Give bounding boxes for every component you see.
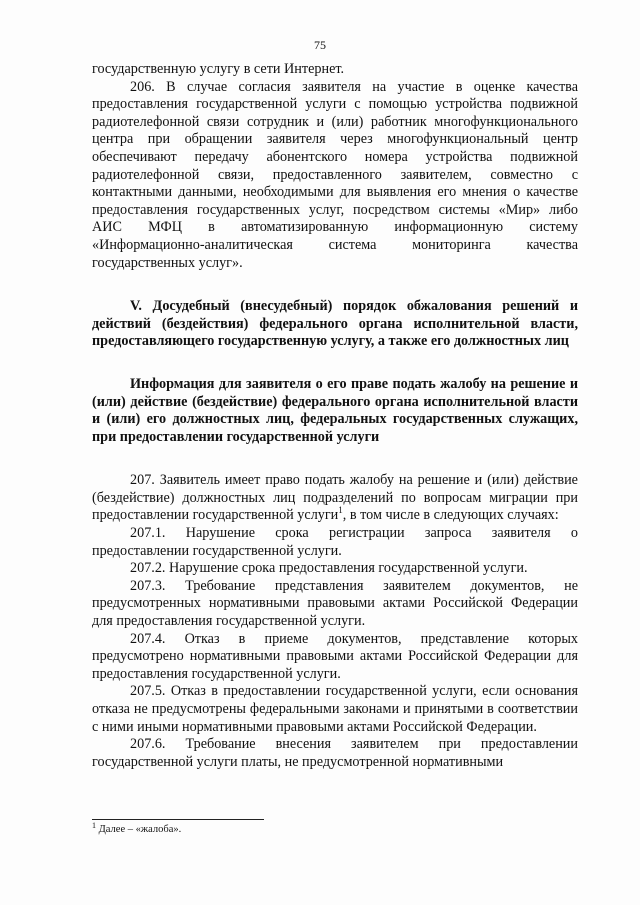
paragraph-continuation: государственную услугу в сети Интернет. bbox=[92, 61, 345, 77]
paragraph-207-text-end: , в том числе в следующих случаях: bbox=[342, 507, 559, 524]
footnote-divider bbox=[92, 819, 264, 820]
paragraph-207-text: 207. Заявитель имеет право подать жалобу на решение и (или) действие (бездействие) должностных лиц подразделений по вопросам миграции при предоставлении государственной услуги bbox=[92, 472, 578, 524]
page-number: 75 bbox=[314, 38, 326, 52]
paragraph-207-6: 207.6. Требование внесения заявителем при предоставлении государственной услуги платы, не предусмотренной нормативными bbox=[92, 736, 578, 770]
body-text bbox=[92, 61, 578, 771]
paragraph-207-3: 207.3. Требование представления заявителем документов, не предусмотренных нормативными правовыми актами Российской Федерации для предоставления государственной услуги. bbox=[92, 577, 578, 630]
paragraph-207 bbox=[92, 472, 578, 525]
footnote-reference: 1 bbox=[338, 505, 343, 516]
info-heading: Информация для заявителя о его праве подать жалобу на решение и (или) действие (бездействие) федерального органа исполнительной власти и (или) его должностных лиц, федеральных государственных служащих, при предоставлении государственной услуги bbox=[92, 375, 578, 445]
paragraph-207-5: 207.5. Отказ в предоставлении государственной услуги, если основания отказа не предусмотрены федеральными законами и принятыми в соответствии с ними иными нормативными правовыми актами Российской Федерации. bbox=[92, 683, 578, 735]
paragraph-206: 206. В случае согласия заявителя на участие в оценке качества предоставления государственной услуги с помощью устройства подвижной радиотелефонной связи сотрудник и (или) работник многофункционального центра при обращении заявителя через многофункциональный центр обеспечивают передачу абонентского номера устройства подвижной радиотелефонной связи, предоставленного заявителем, совместно с контактными данными, необходимыми для выявления его мнения о качестве предоставления государственных услуг, посредством системы «Мир» либо АИС МФЦ в автоматизированную информационную систему «Информационно-аналитическая система мониторинга качества государственных услуг». bbox=[92, 78, 578, 271]
paragraph-207-4: 207.4. Отказ в приеме документов, представление которых предусмотрено нормативными правовыми актами Российской Федерации для предоставления государственной услуги. bbox=[92, 630, 578, 682]
footnote-text: Далее – «жалоба». bbox=[98, 824, 182, 835]
section-v-heading: V. Досудебный (внесудебный) порядок обжалования решений и действий (бездействия) федерального органа исполнительной власти, предоставляющего государственную услугу, а также его должностных лиц bbox=[92, 298, 578, 350]
paragraph-207-2: 207.2. Нарушение срока предоставления государственной услуги. bbox=[130, 560, 528, 577]
footnote-marker: 1 bbox=[92, 821, 96, 830]
paragraph-207-1: 207.1. Нарушение срока регистрации запроса заявителя о предоставлении государственной услуги. bbox=[92, 525, 578, 559]
footnote bbox=[92, 823, 492, 836]
